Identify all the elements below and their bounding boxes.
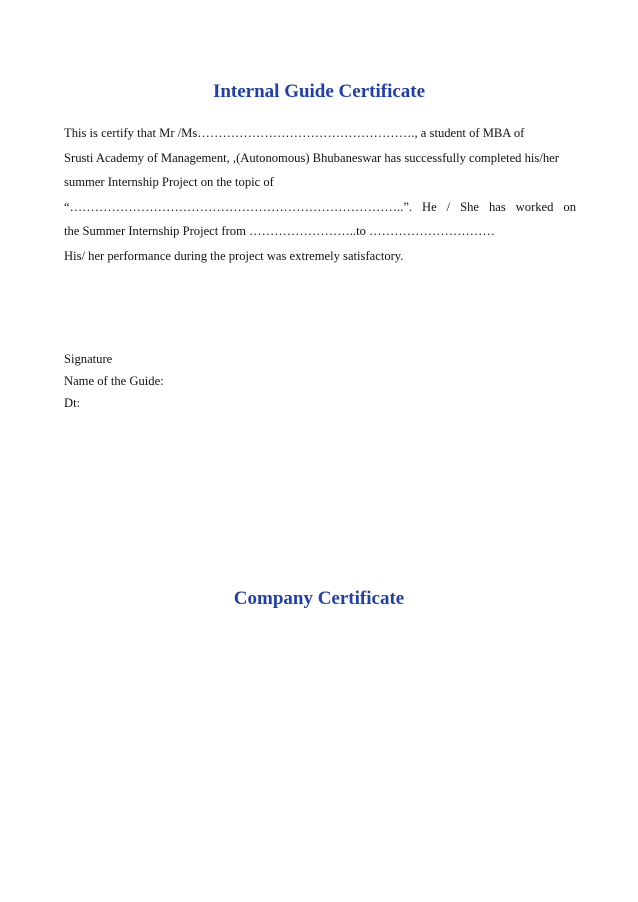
certificate-body (64, 121, 576, 268)
certificate-line-6: His/ her performance during the project was extremely satisfactory. (64, 248, 404, 263)
company-certificate-title: Company Certificate (233, 588, 405, 609)
signature-label: Signature (64, 352, 113, 366)
certificate-line-4: “……………………………………………………………………..”. He / She has worked on (64, 199, 576, 214)
signature-block (64, 348, 164, 414)
certificate-line-2: Srusti Academy of Management, ,(Autonomous) Bhubaneswar has successfully completed his/her (64, 150, 559, 165)
internal-guide-certificate-title: Internal Guide Certificate (212, 81, 426, 102)
date-label: Dt: (64, 396, 81, 410)
guide-name-label: Name of the Guide: (64, 374, 164, 388)
certificate-line-1: This is certify that Mr /Ms……………………………………………., a student of MBA of (64, 126, 525, 140)
certificate-line-5: the Summer Internship Project from ……………………..to ………………………… (64, 224, 495, 238)
certificate-line-3: summer Internship Project on the topic of (64, 175, 274, 189)
